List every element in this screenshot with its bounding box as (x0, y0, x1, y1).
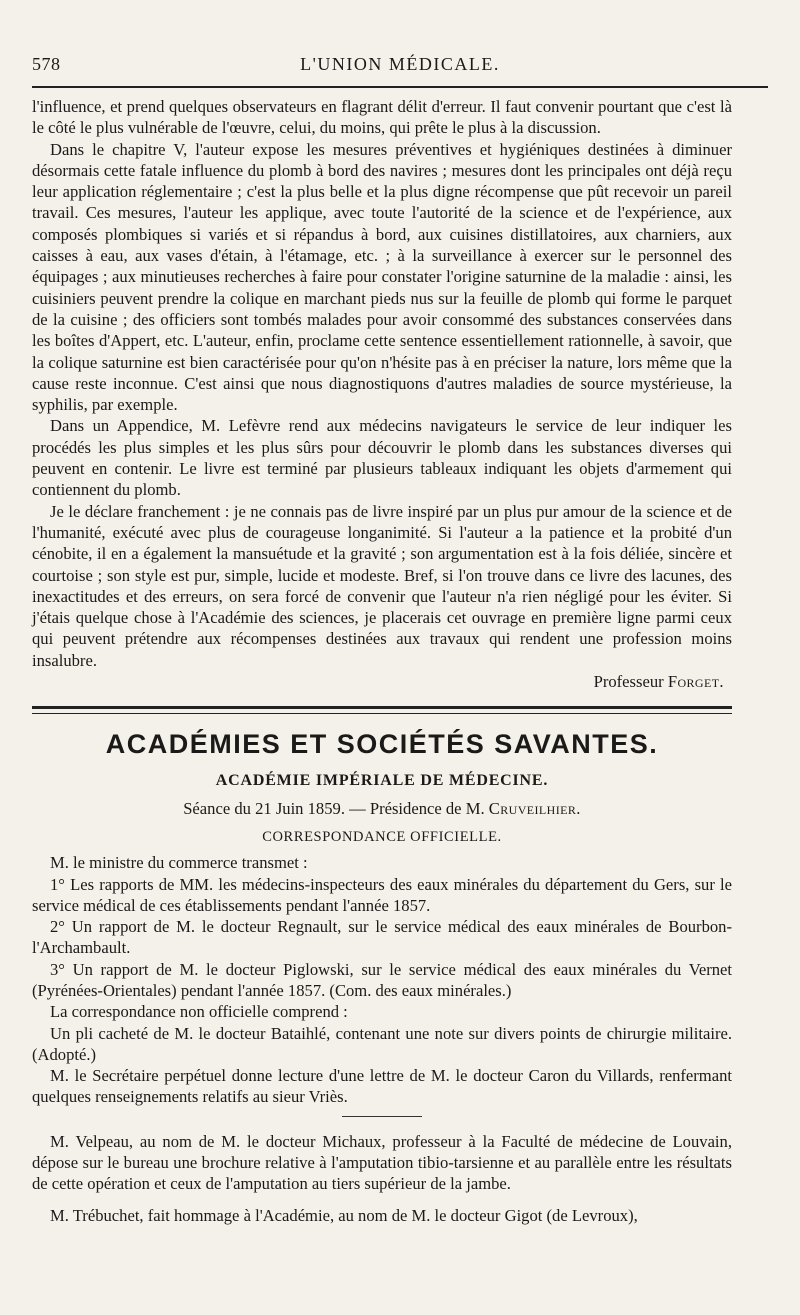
review-paragraph: Je le déclare franchement : je ne connais pas de livre inspiré par un plus pur amour de la science et de l'humanité, exécuté avec plus de courageuse longanimité. Si l'auteur a la patience et la probité d'un cénobite, il en a également la mansuétude et la gravité ; son argumentation est à la fois déliée, sincère et courtoise ; son style est pur, simple, lucide et modeste. Bref, si l'on trouve dans ce livre des lacunes, des inexactitudes et des erreurs, on sera forcé de convenir que l'auteur n'a rien négligé pour les éviter. Si j'étais quelque chose à l'Académie des sciences, je placerais cet ouvrage en première ligne parmi ceux qui peuvent prétendre aux récompenses destinées aux travaux qui rendent une profession moins insalubre. (32, 501, 732, 670)
review-paragraph: Dans un Appendice, M. Lefèvre rend aux médecins navigateurs le service de leur indiquer les procédés les plus simples et les plus sûrs pour découvrir le plomb dans les substances diverses qui peuvent en contenir. Le livre est terminé par plusieurs tableaux indiquant les objets d'armement qui contiennent du plomb. (32, 416, 732, 500)
official-item: M. le ministre du commerce transmet : (50, 853, 308, 873)
minutes-item: M. Trébuchet, fait hommage à l'Académie, au nom de M. le docteur Gigot (de Levroux), (50, 1205, 638, 1225)
section-title: ACADÉMIES ET SOCIÉTÉS SAVANTES. (105, 729, 659, 760)
header-rule (32, 86, 768, 88)
president-name: Cruveilhier. (488, 798, 581, 818)
official-item: Un pli cacheté de M. le docteur Bataihlé, contenant une note sur divers points de chirurgie militaire. (Adopté.) (32, 1023, 732, 1064)
section-separator (32, 706, 732, 714)
signature-prefix: Professeur (593, 672, 664, 692)
official-item: M. le Secrétaire perpétuel donne lecture d'une lettre de M. le docteur Caron du Villards, renfermant quelques renseignements relatifs au sieur Vriès. (32, 1066, 732, 1107)
paragraph-gap (32, 1195, 732, 1205)
correspondence-heading: CORRESPONDANCE OFFICIELLE. (262, 828, 502, 845)
page-number: 578 (32, 54, 61, 74)
review-paragraph: l'influence, et prend quelques observateurs en flagrant délit d'erreur. Il faut convenir pourtant que c'est là le côté le plus vulnérable de l'œuvre, celui, du moins, qui prête le plus à la discussion. (32, 97, 732, 138)
seance-text: Séance du 21 Juin 1859. — Présidence de M. (183, 798, 485, 818)
review-paragraph: Dans le chapitre V, l'auteur expose les mesures préventives et hygiéniques destinées à diminuer désormais cette fatale influence du plomb à bord des navires ; mesures dont les principales ont déjà reçu leur application réglementaire ; c'est la plus belle et la plus digne récompense que pût recevoir un pareil travail. Ces mesures, l'auteur les applique, avec toute l'autorité de la science et de l'expérience, aux composés plombiques si variés et si répandus à bord, aux cuisines distillatoires, aux charniers, aux caisses à eau, aux vases d'étain, à l'étamage, etc. ; à la surveillance à exercer sur le personnel des équipages ; aux minutieuses recherches à faire pour constater l'origine saturnine de la maladie : ainsi, les cuisiniers peuvent prendre la colique en marchant pieds nus sur la feuille de plomb qui forme le parquet de la cuisine ; des officiers sont tombés malades pour avoir consommé des substances conservées dans les boîtes d'Appert, etc. L'auteur, enfin, proclame cette sentence essentiellement rationnelle, à savoir, que la colique saturnine est bien caractérisée pour qu'on n'hésite pas à en préciser la nature, lors même que la cause reste inconnue. C'est ainsi que nous diagnostiquons d'autres maladies de source mystérieuse, la syphilis, par exemple. (32, 139, 732, 415)
minutes-item: M. Velpeau, au nom de M. le docteur Michaux, professeur à la Faculté de médecine de Louvain, dépose sur le bureau une brochure relative à l'amputation tibio-tarsienne et au parallèle entre les résultats de cette opération et ceux de l'amputation au tiers supérieur de la jambe. (32, 1131, 732, 1194)
journal-title: L'UNION MÉDICALE. (300, 54, 500, 74)
official-item: 3° Un rapport de M. le docteur Piglowski, sur le service médical des eaux minérales du Vernet (Pyrénées-Orientales) pendant l'année 1857. (Com. des eaux minérales.) (32, 959, 732, 1000)
running-header (32, 54, 768, 80)
signature-name: Forget. (667, 672, 724, 692)
official-item: La correspondance non officielle comprend : (50, 1002, 348, 1022)
review-signature (32, 671, 732, 692)
official-item: 2° Un rapport de M. le docteur Regnault, sur le service médical des eaux minérales de Bourbon-l'Archambault. (32, 917, 732, 958)
short-divider (342, 1116, 422, 1117)
academy-name: ACADÉMIE IMPÉRIALE DE MÉDECINE. (215, 772, 549, 790)
official-item: 1° Les rapports de MM. les médecins-inspecteurs des eaux minérales du département du Gers, sur le service médical de ces établissements pendant l'année 1857. (32, 874, 732, 915)
page-body (32, 96, 732, 1226)
seance-line (32, 798, 732, 819)
